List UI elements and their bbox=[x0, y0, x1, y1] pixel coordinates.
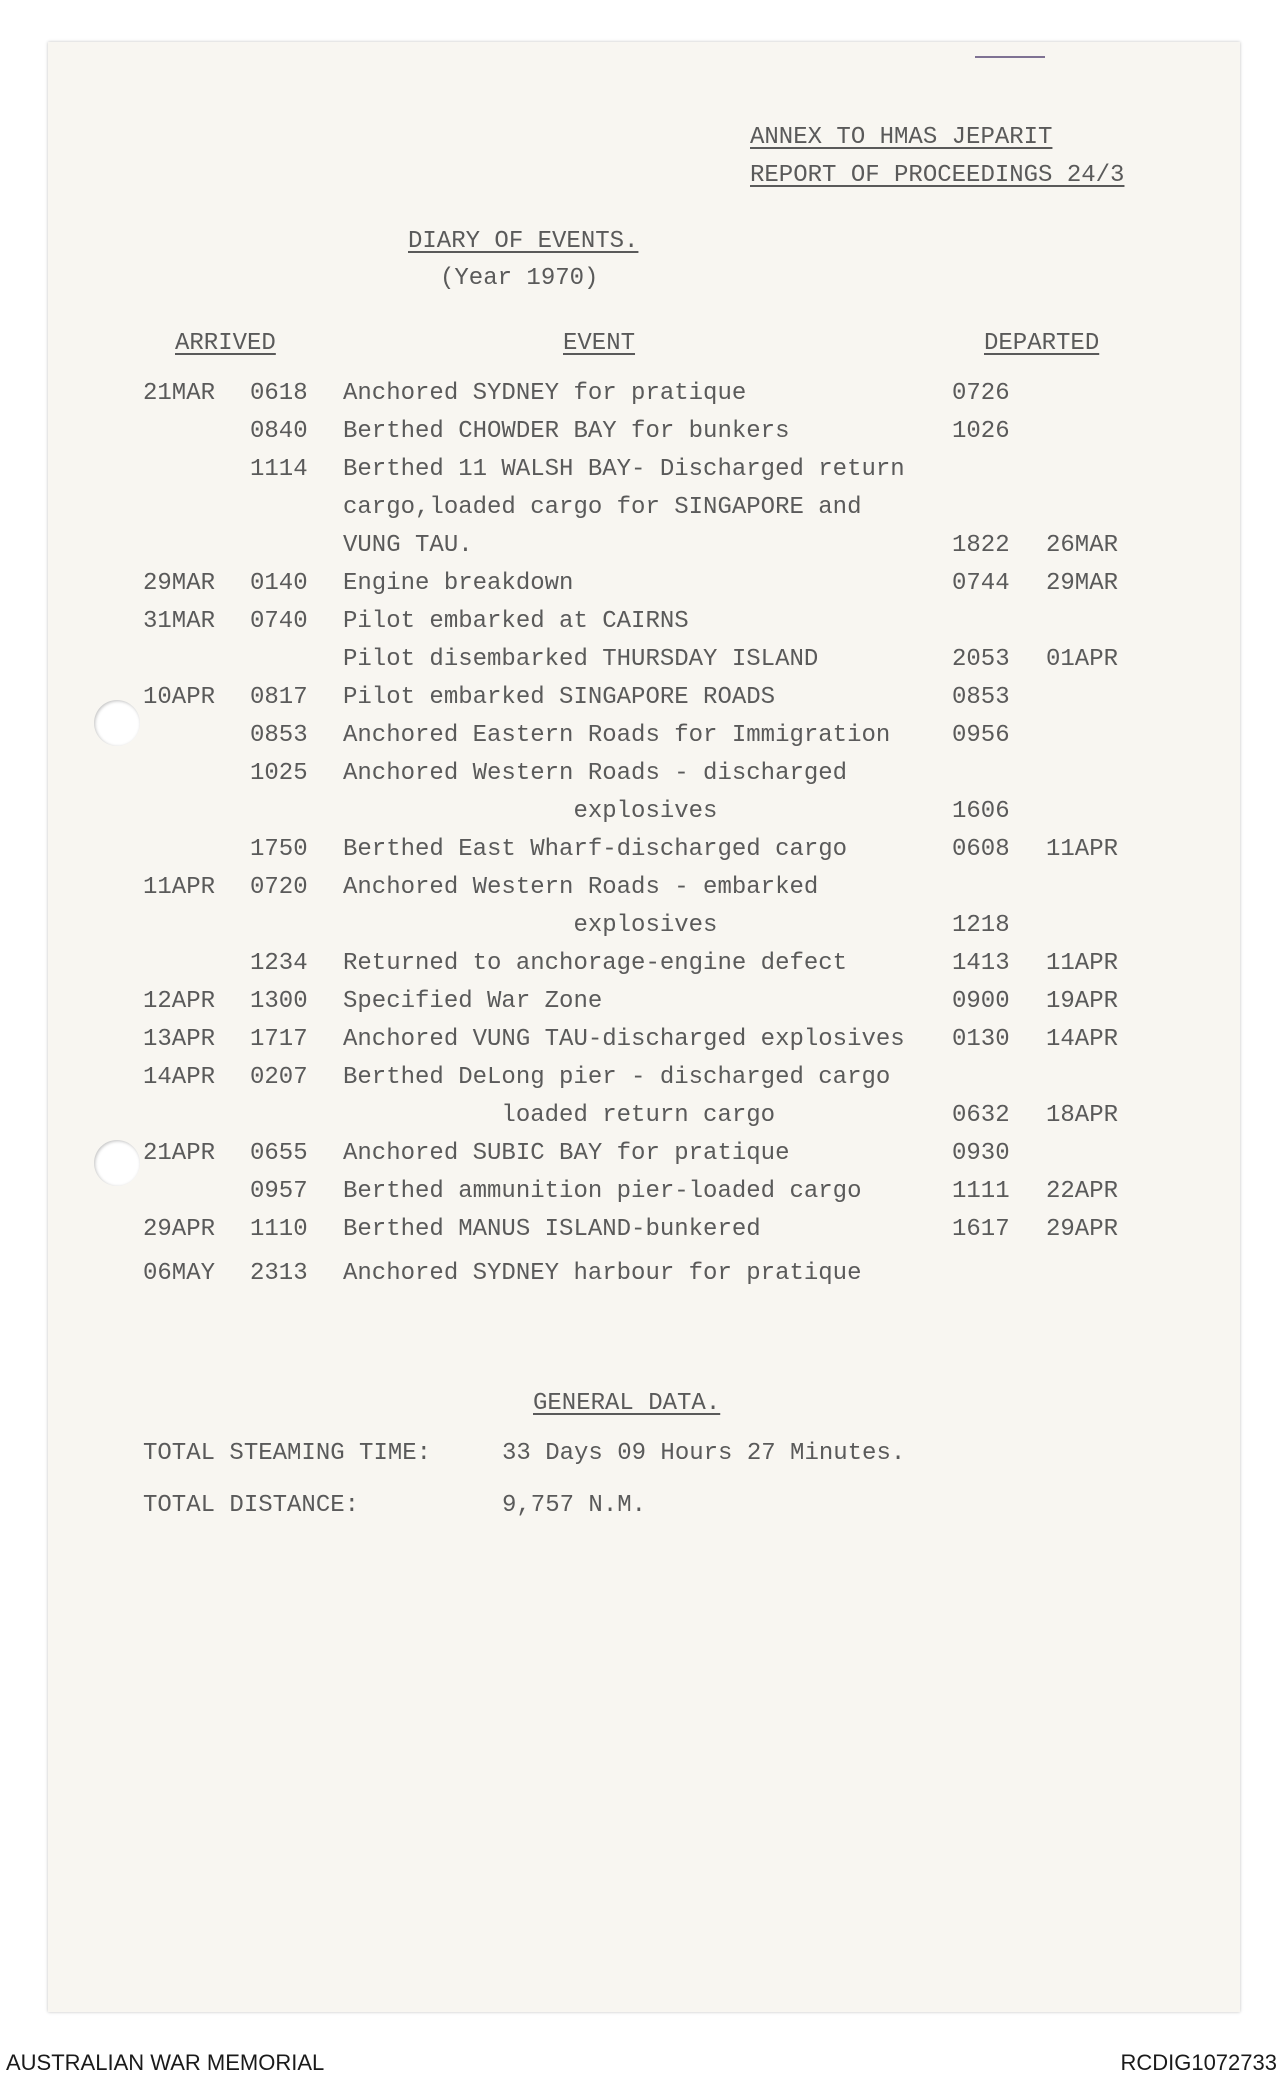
arrived-date: 10APR bbox=[143, 684, 216, 711]
arrived-date: 13APR bbox=[143, 1026, 216, 1053]
event-text: Specified War Zone bbox=[343, 988, 603, 1015]
departed-time: 0956 bbox=[952, 722, 1010, 749]
column-header-departed: DEPARTED bbox=[984, 330, 1100, 357]
arrived-date: 14APR bbox=[143, 1064, 216, 1091]
departed-time: 1111 bbox=[952, 1178, 1010, 1205]
arrived-time: 1234 bbox=[250, 950, 308, 977]
arrived-time: 0207 bbox=[250, 1064, 308, 1091]
departed-time: 1026 bbox=[952, 418, 1010, 445]
steaming-time-label: TOTAL STEAMING TIME: bbox=[143, 1440, 432, 1467]
arrived-time: 0853 bbox=[250, 722, 308, 749]
departed-date: 22APR bbox=[1046, 1178, 1119, 1205]
event-text: Berthed MANUS ISLAND-bunkered bbox=[343, 1216, 761, 1243]
departed-time: 0130 bbox=[952, 1026, 1010, 1053]
event-text: Pilot embarked at CAIRNS bbox=[343, 608, 689, 635]
departed-time: 1218 bbox=[952, 912, 1010, 939]
event-text: VUNG TAU. bbox=[343, 532, 473, 559]
event-text: Anchored Eastern Roads for Immigration bbox=[343, 722, 891, 749]
departed-date: 29APR bbox=[1046, 1216, 1119, 1243]
year-subtitle: (Year 1970) bbox=[440, 265, 599, 292]
departed-time: 2053 bbox=[952, 646, 1010, 673]
event-text: explosives bbox=[343, 912, 718, 939]
departed-date: 18APR bbox=[1046, 1102, 1119, 1129]
event-text: Pilot disembarked THURSDAY ISLAND bbox=[343, 646, 819, 673]
arrived-time: 0720 bbox=[250, 874, 308, 901]
departed-time: 1822 bbox=[952, 532, 1010, 559]
arrived-date: 11APR bbox=[143, 874, 216, 901]
departed-time: 0853 bbox=[952, 684, 1010, 711]
departed-date: 01APR bbox=[1046, 646, 1119, 673]
departed-time: 0900 bbox=[952, 988, 1010, 1015]
event-text: Berthed 11 WALSH BAY- Discharged return bbox=[343, 456, 905, 483]
punch-hole-top bbox=[94, 700, 140, 746]
arrived-time: 2313 bbox=[250, 1260, 308, 1287]
departed-time: 1413 bbox=[952, 950, 1010, 977]
footer-source: AUSTRALIAN WAR MEMORIAL bbox=[6, 2050, 325, 2075]
departed-date: 26MAR bbox=[1046, 532, 1119, 559]
arrived-time: 0740 bbox=[250, 608, 308, 635]
departed-date: 19APR bbox=[1046, 988, 1119, 1015]
event-text: Engine breakdown bbox=[343, 570, 574, 597]
departed-time: 1606 bbox=[952, 798, 1010, 825]
event-text: Berthed ammunition pier-loaded cargo bbox=[343, 1178, 862, 1205]
departed-time: 0632 bbox=[952, 1102, 1010, 1129]
annex-line-2: REPORT OF PROCEEDINGS 24/3 bbox=[750, 162, 1125, 189]
total-distance-label: TOTAL DISTANCE: bbox=[143, 1492, 360, 1519]
event-text: Berthed DeLong pier - discharged cargo bbox=[343, 1064, 891, 1091]
departed-date: 11APR bbox=[1046, 950, 1119, 977]
event-text: Anchored SUBIC BAY for pratique bbox=[343, 1140, 790, 1167]
arrived-date: 31MAR bbox=[143, 608, 216, 635]
departed-date: 29MAR bbox=[1046, 570, 1119, 597]
event-text: Anchored Western Roads - embarked bbox=[343, 874, 819, 901]
arrived-time: 0140 bbox=[250, 570, 308, 597]
departed-time: 1617 bbox=[952, 1216, 1010, 1243]
event-text: loaded return cargo bbox=[343, 1102, 776, 1129]
event-text: Anchored Western Roads - discharged bbox=[343, 760, 848, 787]
arrived-date: 29APR bbox=[143, 1216, 216, 1243]
arrived-time: 1110 bbox=[250, 1216, 308, 1243]
event-text: Anchored VUNG TAU-discharged explosives bbox=[343, 1026, 905, 1053]
pen-mark bbox=[975, 56, 1045, 58]
event-text: Berthed CHOWDER BAY for bunkers bbox=[343, 418, 790, 445]
annex-line-1: ANNEX TO HMAS JEPARIT bbox=[750, 124, 1053, 151]
page-title: DIARY OF EVENTS. bbox=[408, 228, 639, 255]
steaming-time-value: 33 Days 09 Hours 27 Minutes. bbox=[502, 1440, 906, 1467]
arrived-time: 0840 bbox=[250, 418, 308, 445]
event-text: Anchored SYDNEY for pratique bbox=[343, 380, 747, 407]
arrived-date: 21MAR bbox=[143, 380, 216, 407]
departed-time: 0726 bbox=[952, 380, 1010, 407]
general-data-title: GENERAL DATA. bbox=[533, 1390, 721, 1417]
total-distance-value: 9,757 N.M. bbox=[502, 1492, 647, 1519]
arrived-time: 1025 bbox=[250, 760, 308, 787]
arrived-date: 12APR bbox=[143, 988, 216, 1015]
column-header-arrived: ARRIVED bbox=[175, 330, 276, 357]
departed-time: 0744 bbox=[952, 570, 1010, 597]
footer-id: RCDIG1072733 bbox=[1120, 2050, 1277, 2075]
column-header-event: EVENT bbox=[563, 330, 636, 357]
event-text: Anchored SYDNEY harbour for pratique bbox=[343, 1260, 862, 1287]
arrived-time: 0817 bbox=[250, 684, 308, 711]
arrived-date: 06MAY bbox=[143, 1260, 216, 1287]
event-text: explosives bbox=[343, 798, 718, 825]
event-text: Returned to anchorage-engine defect bbox=[343, 950, 848, 977]
arrived-date: 29MAR bbox=[143, 570, 216, 597]
event-text: Berthed East Wharf-discharged cargo bbox=[343, 836, 848, 863]
departed-time: 0608 bbox=[952, 836, 1010, 863]
arrived-time: 1300 bbox=[250, 988, 308, 1015]
arrived-date: 21APR bbox=[143, 1140, 216, 1167]
arrived-time: 0655 bbox=[250, 1140, 308, 1167]
arrived-time: 1114 bbox=[250, 456, 308, 483]
event-text: Pilot embarked SINGAPORE ROADS bbox=[343, 684, 776, 711]
departed-time: 0930 bbox=[952, 1140, 1010, 1167]
arrived-time: 0618 bbox=[250, 380, 308, 407]
arrived-time: 1750 bbox=[250, 836, 308, 863]
arrived-time: 0957 bbox=[250, 1178, 308, 1205]
arrived-time: 1717 bbox=[250, 1026, 308, 1053]
departed-date: 11APR bbox=[1046, 836, 1119, 863]
punch-hole-bottom bbox=[94, 1140, 140, 1186]
departed-date: 14APR bbox=[1046, 1026, 1119, 1053]
event-text: cargo,loaded cargo for SINGAPORE and bbox=[343, 494, 862, 521]
